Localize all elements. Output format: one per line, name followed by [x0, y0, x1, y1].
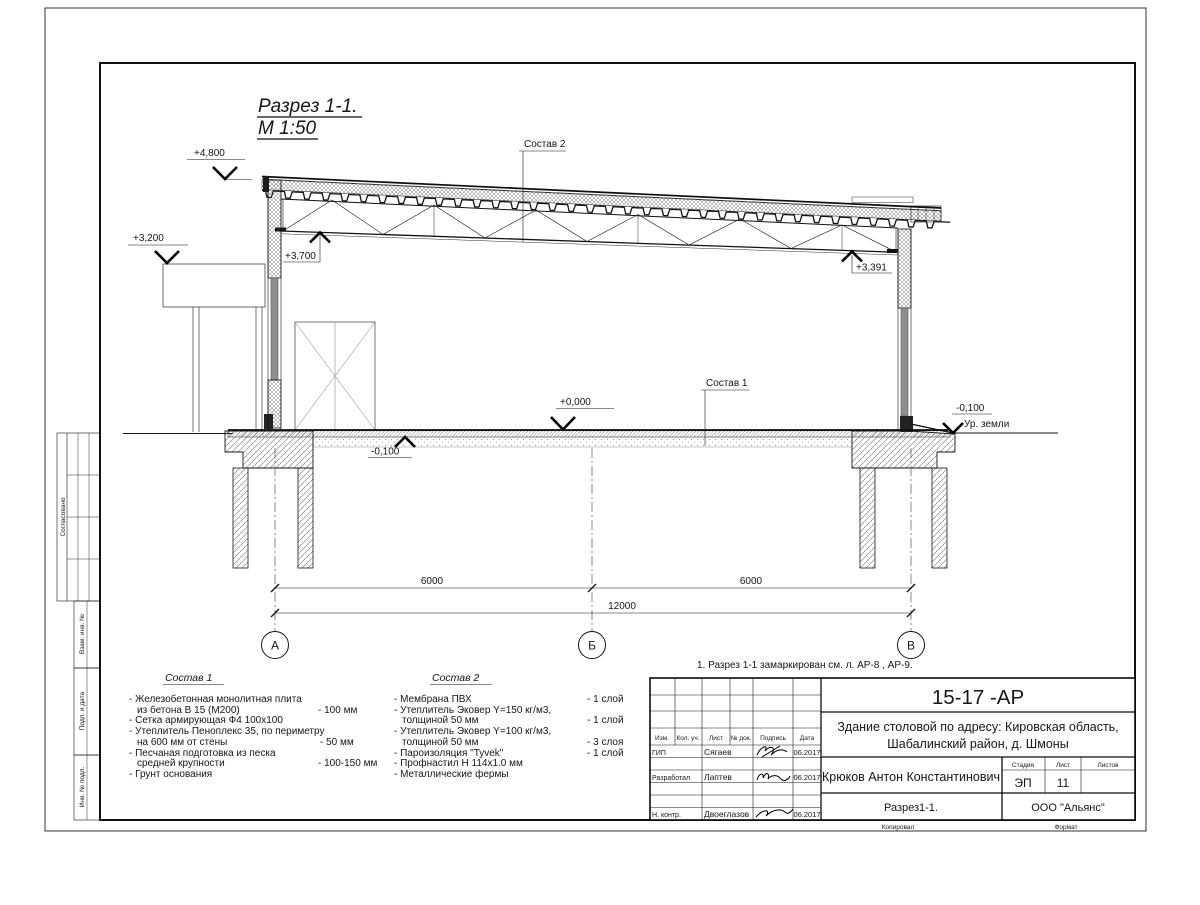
stamp-name-razrabotal: Лаптев — [704, 772, 732, 782]
legend-sostav1 — [129, 672, 377, 780]
stamp-sheets-label: Листов — [1097, 762, 1119, 769]
elevation-label-3700: +3,700 — [285, 251, 316, 262]
side-stamp — [57, 433, 100, 820]
left-wall — [264, 180, 281, 430]
legend1-line: на 600 мм от стены — [137, 737, 228, 748]
callout-sostav1-label: Состав 1 — [706, 378, 748, 389]
stamp-name-gip: Сягаев — [704, 747, 732, 757]
elevation-mark-3200 — [128, 233, 188, 263]
roof-assembly — [262, 176, 950, 229]
axis-lines — [275, 448, 911, 631]
legend2-line: - Профнастил Н 114х1.0 мм — [394, 758, 523, 769]
elevation-mark-4800 — [187, 148, 252, 180]
elevation-label-0000: +0,000 — [560, 397, 591, 408]
stamp-col-doc: № док. — [730, 735, 752, 742]
stamp-col-data: Дата — [799, 735, 815, 742]
right-flashing — [852, 197, 913, 203]
stamp-name-nkontr: Двоеглазов — [704, 809, 750, 819]
legend2-line: - Пароизоляция "Tyvek" — [394, 748, 504, 759]
side-label-podp: Подп. и дата — [79, 691, 86, 731]
legend2-line: толщиной 50 мм — [402, 737, 479, 748]
view-title-line1: Разрез 1-1. — [258, 96, 358, 117]
legend-sostav2 — [394, 672, 624, 780]
legend1-value: - 100-150 мм — [318, 758, 378, 769]
legend1-line: - Утеплитель Пеноплекс 35, по периметру — [129, 726, 325, 737]
legend2-title: Состав 2 — [432, 672, 480, 684]
legend2-value: - 1 слой — [587, 694, 624, 705]
view-title — [257, 96, 362, 139]
elevation-label-3200: +3,200 — [133, 233, 164, 244]
elevation-arrow-icon — [213, 167, 237, 179]
view-title-line2: М 1:50 — [258, 118, 317, 139]
legend1-line: - Песчаная подготовка из песка — [129, 748, 276, 759]
title-block — [650, 678, 1135, 831]
stamp-format: Формат — [1054, 824, 1078, 831]
stamp-sheet-value: 11 — [1056, 776, 1070, 790]
stamp-company: ООО "Альянс" — [1031, 802, 1105, 814]
legend2-value: - 1 слой — [587, 715, 624, 726]
legend2-line: - Мембрана ПВХ — [394, 694, 472, 705]
elevation-label-minus0100-right: -0,100 — [956, 403, 985, 414]
sand-layer — [313, 437, 852, 447]
stamp-col-izm: Изм. — [655, 735, 669, 742]
dim-label-span2: 6000 — [739, 576, 763, 587]
stamp-date-nkontr: 06.2017 — [793, 810, 821, 819]
legend2-value: - 3 слоя — [587, 737, 624, 748]
stamp-project-line2: Шабалинский район, д. Шмоны — [887, 737, 1069, 751]
legend1-value: - 100 мм — [318, 705, 358, 716]
stamp-col-podpis: Подпись — [760, 735, 786, 742]
interior-door — [295, 322, 375, 430]
side-label-soglasovano: Согласовано — [60, 497, 67, 537]
dim-label-total: 12000 — [608, 601, 636, 612]
stamp-sheet-title: Разрез1-1. — [883, 802, 939, 814]
elevation-mark-0000 — [551, 397, 614, 430]
stamp-date-razrabotal: 06.2017 — [793, 773, 821, 782]
elevation-label-minus0100-left: -0,100 — [371, 446, 400, 458]
legend2-line: - Металлические фермы — [394, 769, 509, 780]
elevation-mark-3391 — [842, 252, 892, 274]
axis-label-a: А — [270, 638, 280, 653]
stamp-stage-value: ЭП — [1014, 776, 1032, 790]
legend1-line: - Сетка армирующая Ф4 100х100 — [129, 715, 283, 726]
axis-label-c: В — [906, 638, 916, 653]
legend1-value: - 50 мм — [320, 737, 354, 748]
entrance-canopy — [123, 264, 265, 434]
left-wall-glazing — [271, 278, 278, 380]
floor-slab — [228, 430, 950, 447]
elevation-label-4800: +4,800 — [194, 148, 225, 159]
stamp-date-gip: 06.2017 — [793, 748, 821, 757]
stamp-role-gip: ГИП — [652, 750, 666, 757]
elevation-arrow-icon — [551, 417, 575, 430]
side-label-inv: Инв. № подл. — [79, 766, 86, 808]
stamp-stage-label: Стадия — [1011, 762, 1035, 769]
axis-bubbles — [262, 632, 925, 659]
stamp-project-line1: Здание столовой по адресу: Кировская область, — [837, 720, 1119, 734]
stamp-kopiroval: Копировал — [881, 824, 915, 831]
legend2-line: - Утеплитель Эковер Y=100 кг/м3, — [394, 726, 552, 737]
right-wall-glazing — [901, 308, 908, 416]
ground-level-label: Ур. земли — [964, 419, 1010, 430]
elevation-mark-minus0100-right — [943, 403, 1009, 433]
stamp-doc-number: 15-17 -АР — [931, 686, 1025, 709]
legend1-line: - Грунт основания — [129, 769, 213, 780]
stamp-col-list: Лист — [708, 735, 724, 742]
legend2-value: - 1 слой — [587, 748, 624, 759]
axis-label-b: Б — [588, 638, 596, 653]
legend1-title: Состав 1 — [165, 672, 213, 684]
stamp-role-nkontr: Н. контр. — [652, 812, 681, 819]
legend1-line: из бетона В 15 (М200) — [137, 705, 240, 716]
legend2-line: толщиной 50 мм — [402, 715, 479, 726]
legend1-line: средней крупности — [137, 758, 225, 769]
elevation-mark-3700 — [283, 233, 330, 263]
stamp-role-razrabotal: Разработал — [652, 775, 691, 782]
dimension-chain — [271, 576, 915, 617]
stamp-architect: Крюков Антон Константинович — [822, 770, 1000, 784]
right-wall — [898, 229, 955, 434]
dim-label-span1: 6000 — [420, 576, 444, 587]
stamp-col-kol: Кол. уч. — [676, 735, 700, 742]
foundations — [225, 431, 955, 568]
elevation-label-3391: +3,391 — [856, 262, 887, 274]
stamp-sheet-label: Лист — [1055, 762, 1071, 769]
side-label-vzam: Взам. инв. № — [79, 613, 86, 655]
drawing-note: 1. Разрез 1-1 замаркирован см. л. АР-8 , АР-9. — [697, 660, 913, 671]
elevation-arrow-icon — [155, 251, 179, 263]
callout-sostav2-label: Состав 2 — [524, 139, 566, 150]
legend1-line: - Железобетонная монолитная плита — [129, 694, 302, 705]
legend2-line: - Утеплитель Эковер Y=150 кг/м3, — [394, 705, 552, 716]
